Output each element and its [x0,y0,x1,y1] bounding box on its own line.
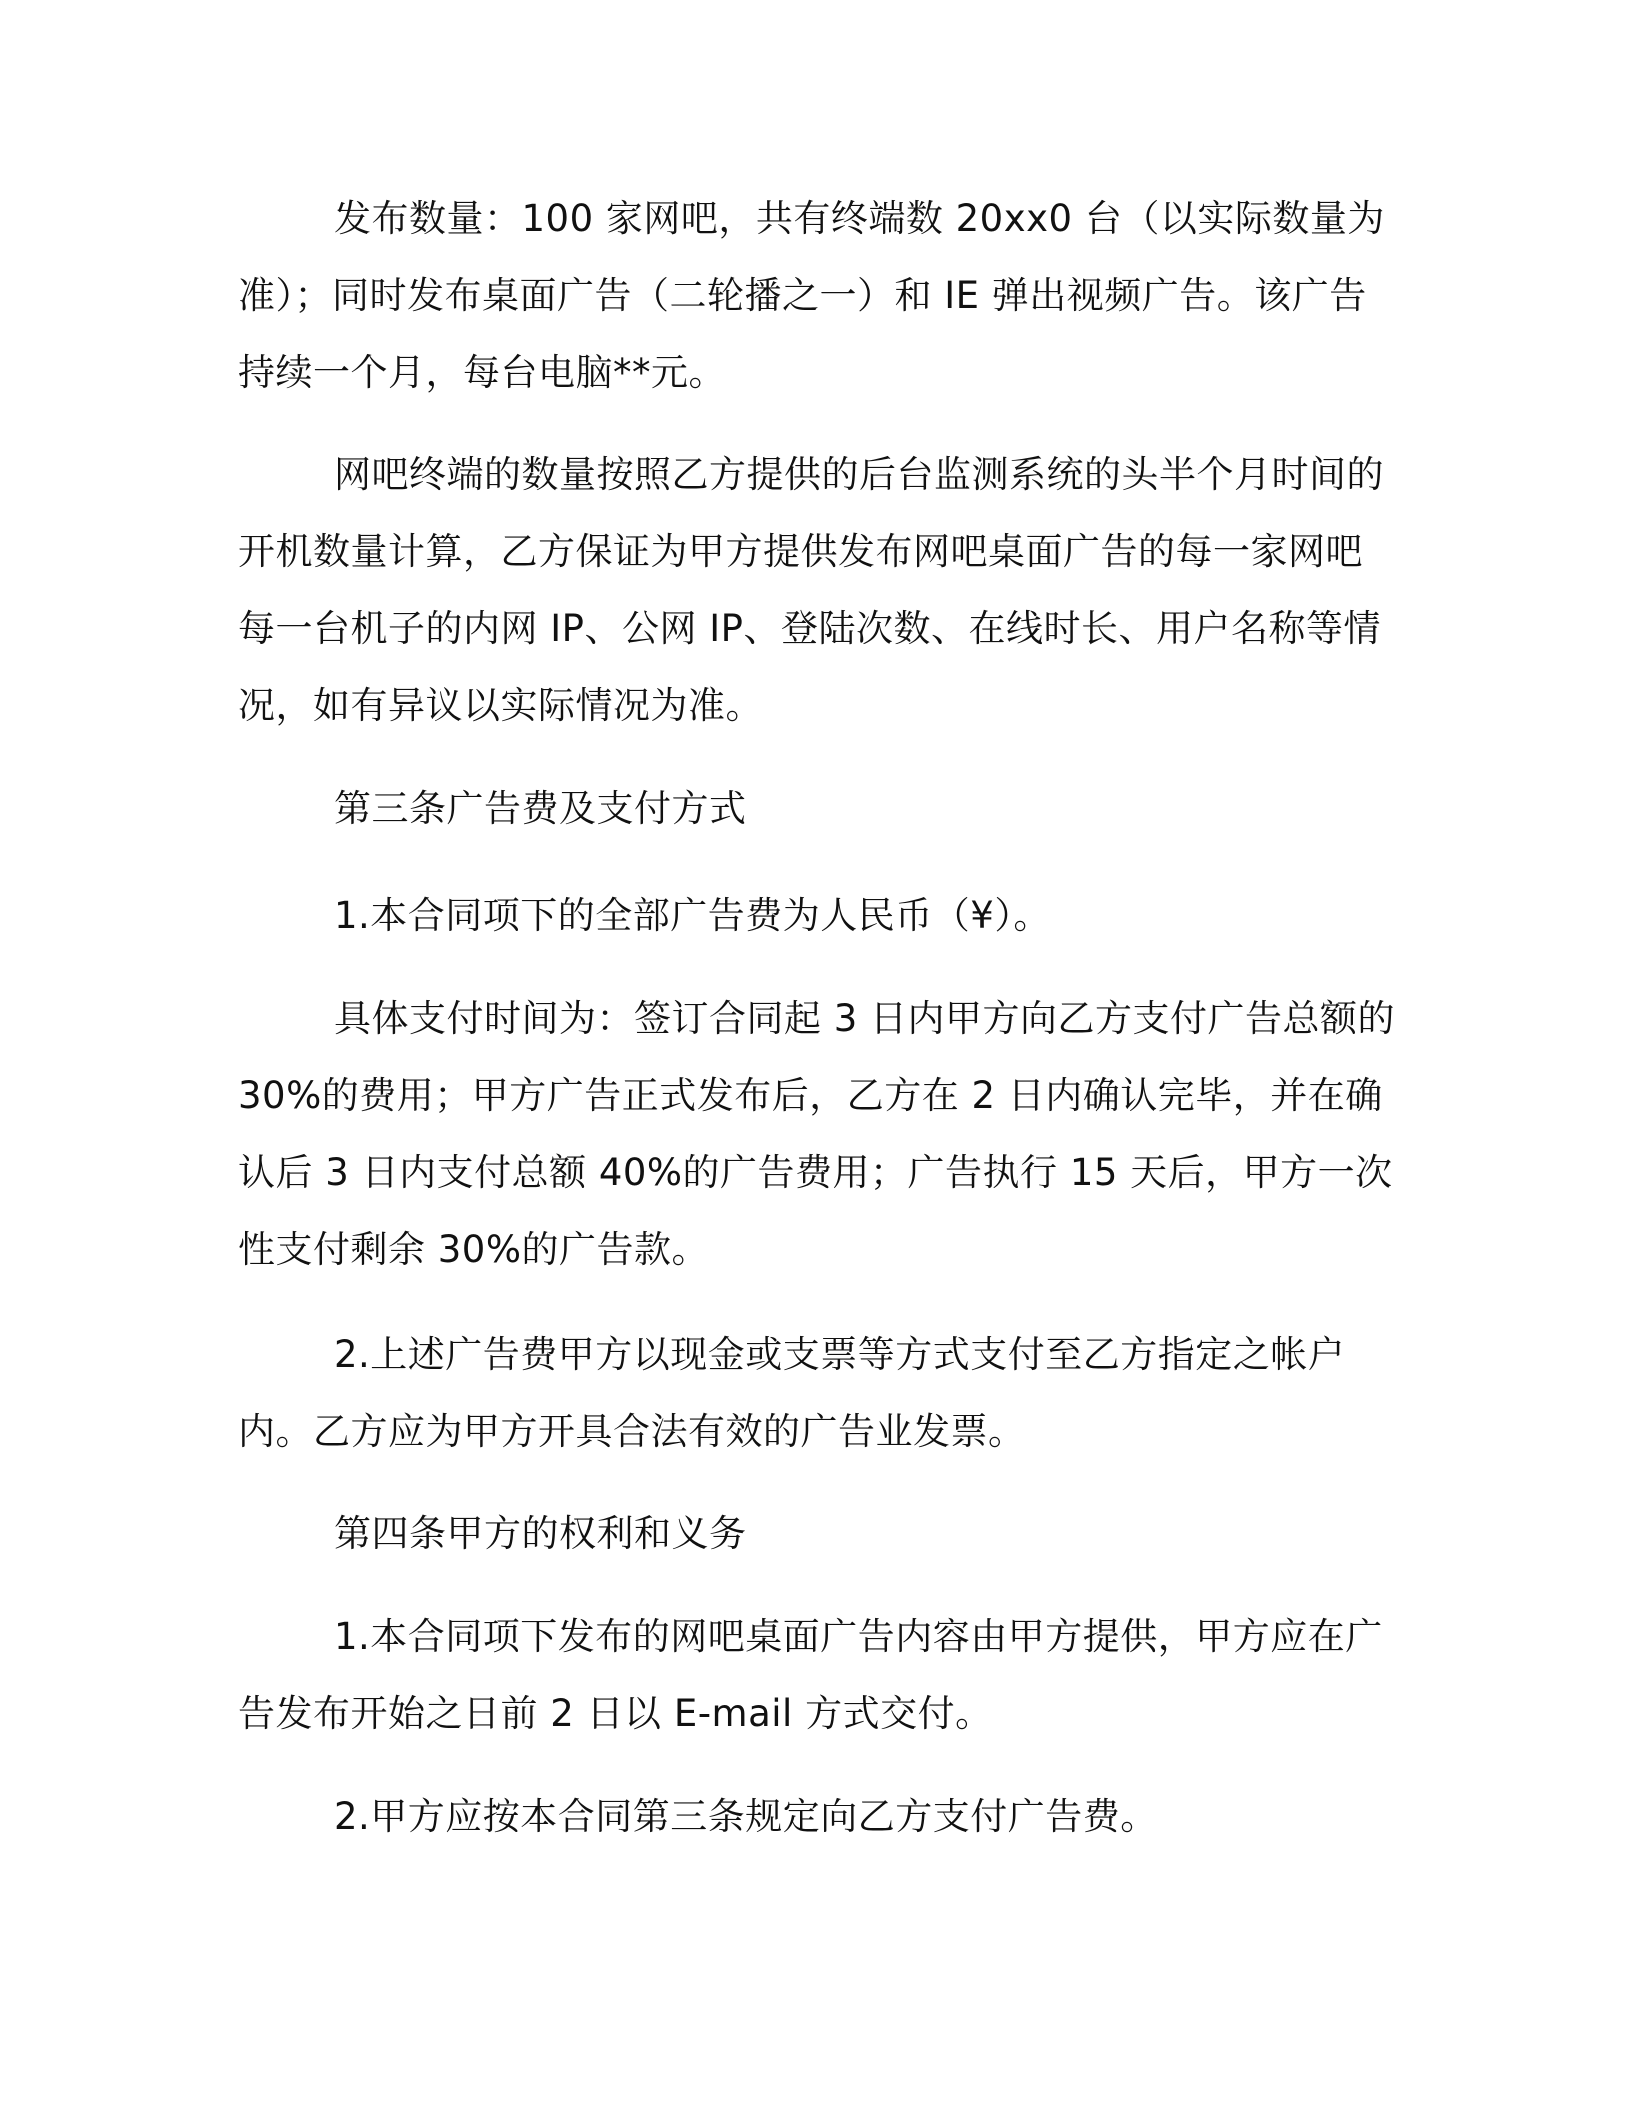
heading-article-four: 第四条甲方的权利和义务 [334,1512,747,1555]
paragraph-fee-obligation: 2.甲方应按本合同第三条规定向乙方支付广告费。 [334,1795,1158,1838]
paragraph-terminal-count: 网吧终端的数量按照乙方提供的后台监测系统的头半个月时间的开机数量计算，乙方保证为甲方提供发布网吧桌面广告的每一家网吧每一台机子的内网 IP、公网 IP、登陆次数、在线时长、用户名称等情况，如有异议以实际情况为准。 [238,453,1384,727]
heading-article-three: 第三条广告费及支付方式 [334,787,747,830]
paragraph-publish-quantity: 发布数量：100 家网吧，共有终端数 20xx0 台（以实际数量为准）；同时发布桌面广告（二轮播之一）和 IE 弹出视频广告。该广告持续一个月，每台电脑**元。 [238,197,1385,394]
paragraph-content-delivery: 1.本合同项下发布的网吧桌面广告内容由甲方提供，甲方应在广告发布开始之日前 2 日以 E-mail 方式交付。 [238,1615,1383,1735]
paragraph-payment-schedule: 具体支付时间为：签订合同起 3 日内甲方向乙方支付广告总额的30%的费用；甲方广告正式发布后，乙方在 2 日内确认完毕，并在确认后 3 日内支付总额 40%的广告费用；广告执行 15 天后，甲方一次性支付剩余 30%的广告款。 [238,997,1396,1271]
paragraph-payment-method: 2.上述广告费甲方以现金或支票等方式支付至乙方指定之帐户内。乙方应为甲方开具合法有效的广告业发票。 [238,1333,1346,1453]
paragraph-total-fee: 1.本合同项下的全部广告费为人民币（¥）。 [334,894,1051,937]
